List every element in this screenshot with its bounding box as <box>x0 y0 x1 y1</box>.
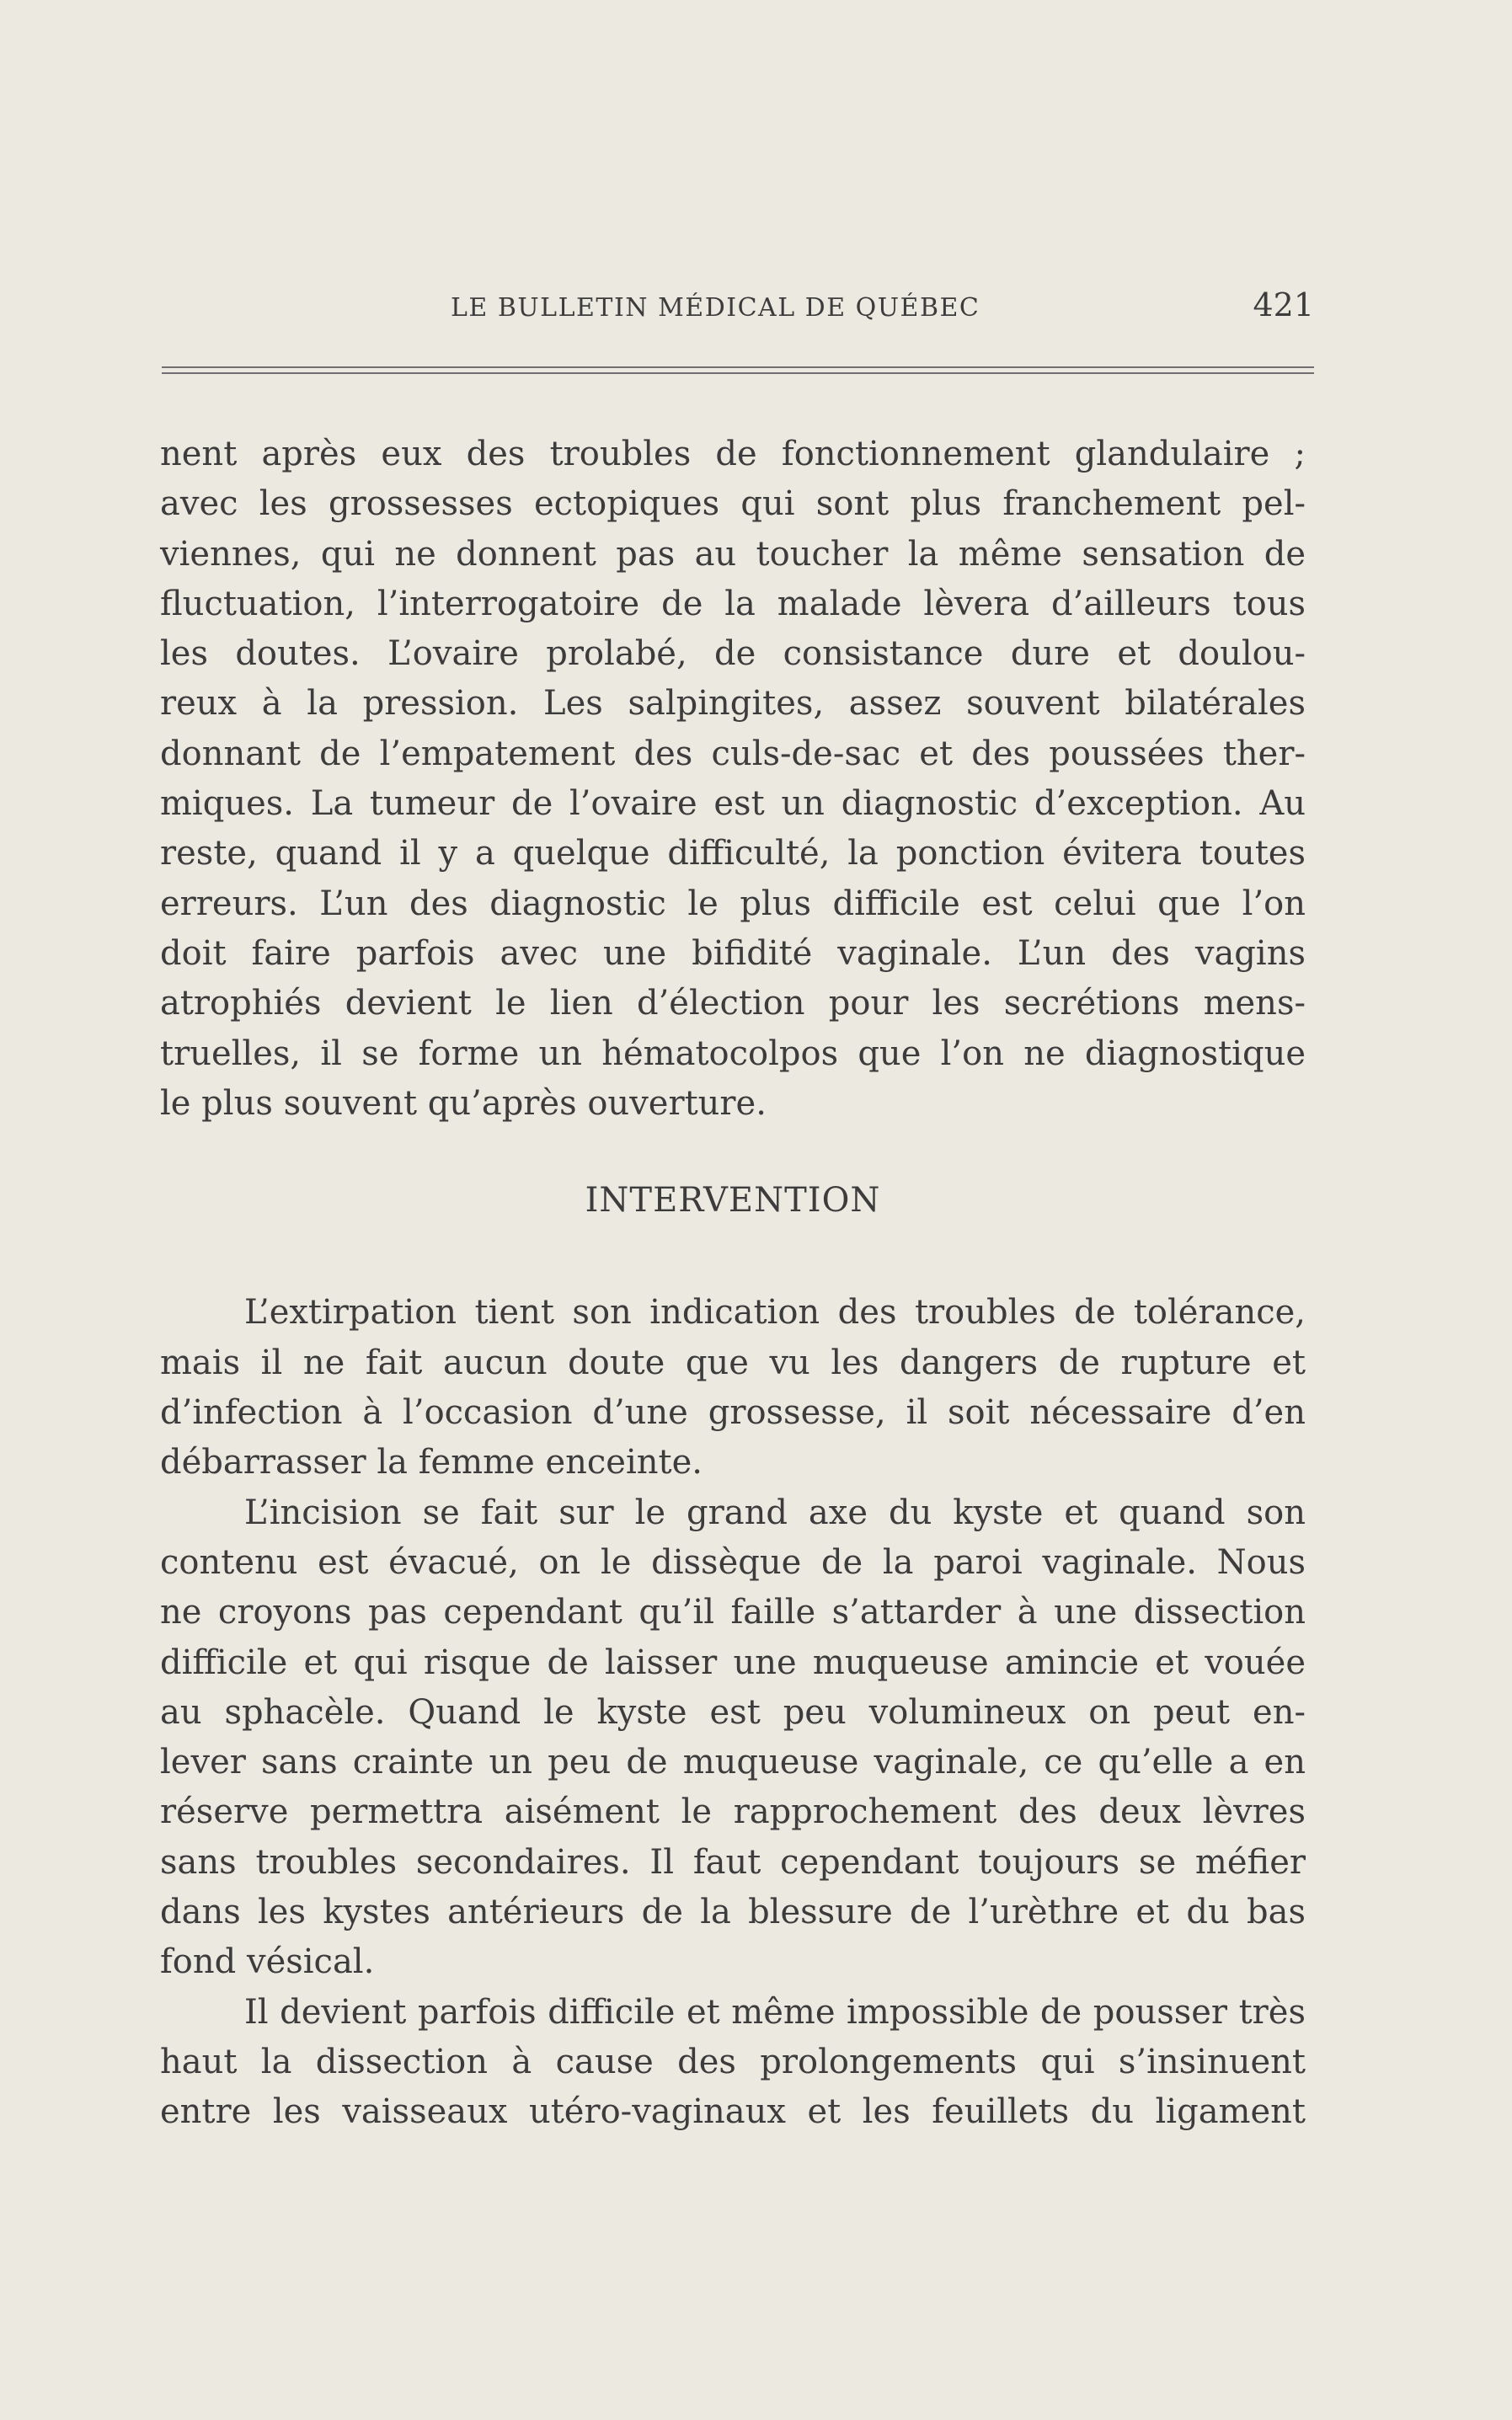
rule-line-bottom <box>162 372 1314 374</box>
text-line: truelles, il se forme un hématocolpos que l’on ne diagnostique <box>160 1034 1306 1073</box>
paragraph-incision <box>160 1488 1306 1988</box>
text-line: haut la dissection à cause des prolongements qui s’insinuent <box>160 2042 1306 2081</box>
body-text <box>160 430 1306 2138</box>
rule-line-top <box>162 366 1314 368</box>
header-double-rule <box>162 366 1314 377</box>
text-line: avec les grossesses ectopiques qui sont plus franchement pel- <box>160 484 1306 524</box>
text-line: entre les vaisseaux utéro-vaginaux et les feuillets du ligament <box>160 2092 1306 2132</box>
text-line: donnant de l’empatement des culs-de-sac et des poussées ther- <box>160 734 1306 773</box>
text-line: mais il ne fait aucun doute que vu les dangers de rupture et <box>160 1343 1306 1382</box>
paragraph-differential-diagnosis <box>160 430 1306 1129</box>
running-title: LE BULLETIN MÉDICAL DE QUÉBEC <box>451 293 980 323</box>
text-line: L’extirpation tient son indication des troubles de tolérance, <box>244 1293 1306 1333</box>
text-line: dans les kystes antérieurs de la blessure de l’urèthre et du bas <box>160 1893 1306 1932</box>
section-heading: INTERVENTION <box>585 1181 881 1221</box>
text-line: débarrasser la femme enceinte. <box>160 1443 703 1482</box>
text-line: au sphacèle. Quand le kyste est peu volumineux on peut en- <box>160 1692 1306 1732</box>
text-line: fluctuation, l’interrogatoire de la malade lèvera d’ailleurs tous <box>160 584 1306 623</box>
text-line: nent après eux des troubles de fonctionnement glandulaire ; <box>160 435 1306 473</box>
text-line: réserve permettra aisément le rapprochement des deux lèvres <box>160 1792 1306 1832</box>
text-line: viennes, qui ne donnent pas au toucher la même sensation de <box>160 534 1306 574</box>
text-line: reux à la pression. Les salpingites, assez souvent bilatérales <box>160 684 1306 724</box>
text-line: le plus souvent qu’après ouverture. <box>160 1083 767 1123</box>
text-line: Il devient parfois difficile et même impossible de pousser très <box>244 1992 1306 2032</box>
text-line: contenu est évacué, on le dissèque de la paroi vaginale. Nous <box>160 1542 1306 1582</box>
page-header <box>160 286 1314 329</box>
text-line: doit faire parfois avec une bifidité vaginale. L’un des vagins <box>160 933 1306 973</box>
text-line: les doutes. L’ovaire prolabé, de consistance dure et doulou- <box>160 634 1306 674</box>
text-line: d’infection à l’occasion d’une grossesse, il soit nécessaire d’en <box>160 1393 1306 1433</box>
text-line: sans troubles secondaires. Il faut cependant toujours se méfier <box>160 1842 1306 1882</box>
text-line: L’incision se fait sur le grand axe du kyste et quand son <box>244 1493 1306 1532</box>
text-line: miques. La tumeur de l’ovaire est un diagnostic d’exception. Au <box>160 784 1306 824</box>
page-number: 421 <box>1253 286 1314 323</box>
text-line: lever sans crainte un peu de muqueuse vaginale, ce qu’elle a en <box>160 1743 1306 1782</box>
paragraph-extirpation <box>160 1288 1306 1488</box>
text-line: erreurs. L’un des diagnostic le plus difficile est celui que l’on <box>160 884 1306 923</box>
text-line: fond vésical. <box>160 1942 375 1982</box>
text-line: difficile et qui risque de laisser une muqueuse amincie et vouée <box>160 1643 1306 1682</box>
text-line: atrophiés devient le lien d’élection pour les secrétions mens- <box>160 984 1306 1023</box>
paragraph-dissection <box>160 1988 1306 2138</box>
text-line: ne croyons pas cependant qu’il faille s’attarder à une dissection <box>160 1593 1306 1632</box>
text-line: reste, quand il y a quelque difficulté, la ponction évitera toutes <box>160 834 1306 873</box>
